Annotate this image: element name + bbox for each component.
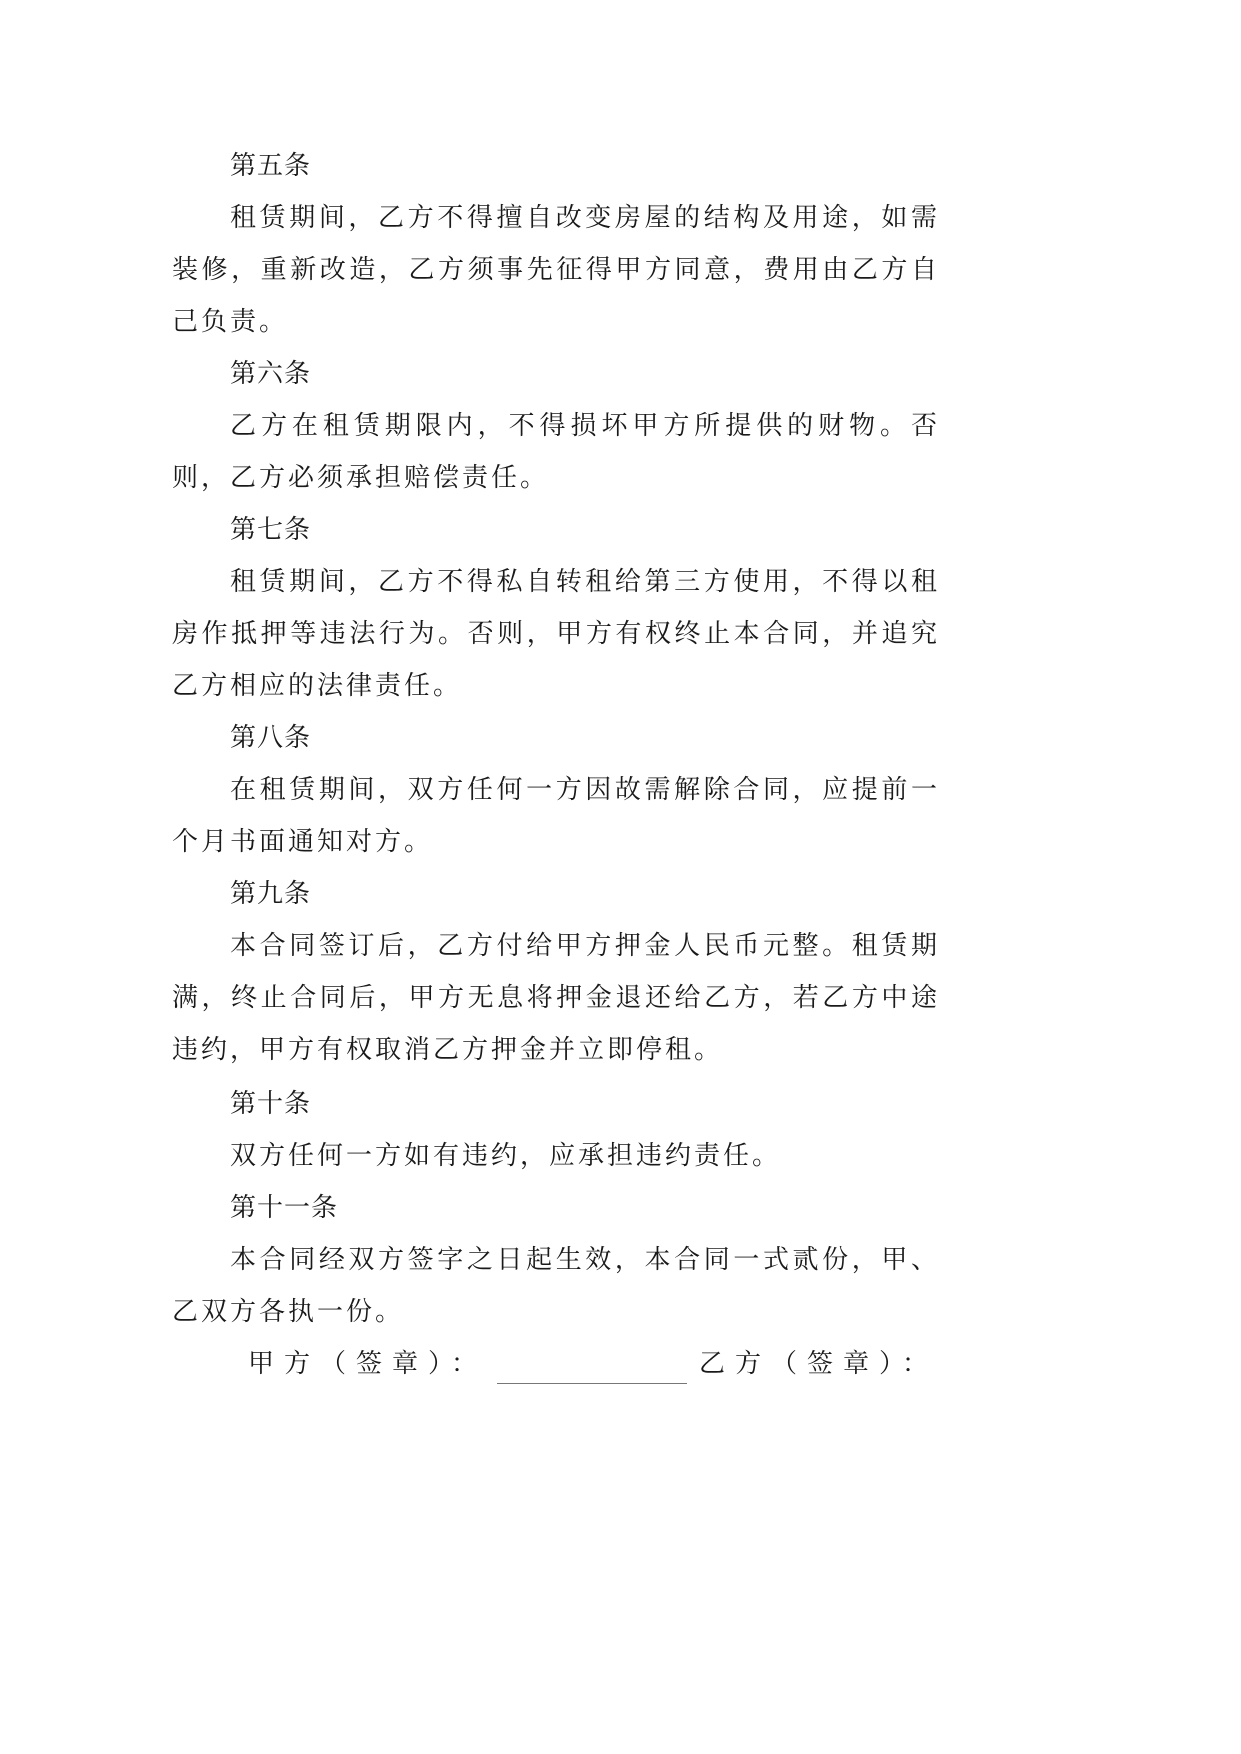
- article-11-text: 本合同经双方签字之日起生效，本合同一式贰份，甲、乙双方各执一份。: [172, 1245, 940, 1327]
- article-10-text: 双方任何一方如有违约，应承担违约责任。: [230, 1141, 782, 1171]
- article-6-text: 乙方在租赁期限内，不得损坏甲方所提供的财物。否则，乙方必须承担赔偿责任。: [172, 411, 940, 493]
- article-11-heading: 第十一条: [230, 1193, 339, 1223]
- article-10-heading: 第十条: [230, 1089, 312, 1119]
- article-6-heading: 第六条: [230, 359, 312, 389]
- article-5-text: 租赁期间，乙方不得擅自改变房屋的结构及用途，如需装修，重新改造，乙方须事先征得甲方同意，费用由乙方自己负责。: [172, 203, 940, 337]
- article-8-heading: 第八条: [230, 723, 312, 753]
- article-7-heading: 第七条: [230, 515, 312, 545]
- article-9-heading: 第九条: [230, 879, 312, 909]
- article-7-text: 租赁期间，乙方不得私自转租给第三方使用，不得以租房作抵押等违法行为。否则，甲方有权终止本合同，并追究乙方相应的法律责任。: [172, 567, 940, 701]
- party-b-signature-label: 乙方（签章）：: [699, 1349, 939, 1379]
- article-9-text: 本合同签订后，乙方付给甲方押金人民币元整。租赁期满，终止合同后，甲方无息将押金退还给乙方，若乙方中途违约，甲方有权取消乙方押金并立即停租。: [172, 931, 940, 1065]
- party-a-signature-label: 甲方（签章）：: [248, 1349, 488, 1379]
- party-a-signature-blank[interactable]: [497, 1353, 687, 1384]
- article-8-text: 在租赁期间，双方任何一方因故需解除合同，应提前一个月书面通知对方。: [172, 775, 940, 857]
- article-5-heading: 第五条: [230, 151, 312, 181]
- signature-line: [248, 1344, 938, 1384]
